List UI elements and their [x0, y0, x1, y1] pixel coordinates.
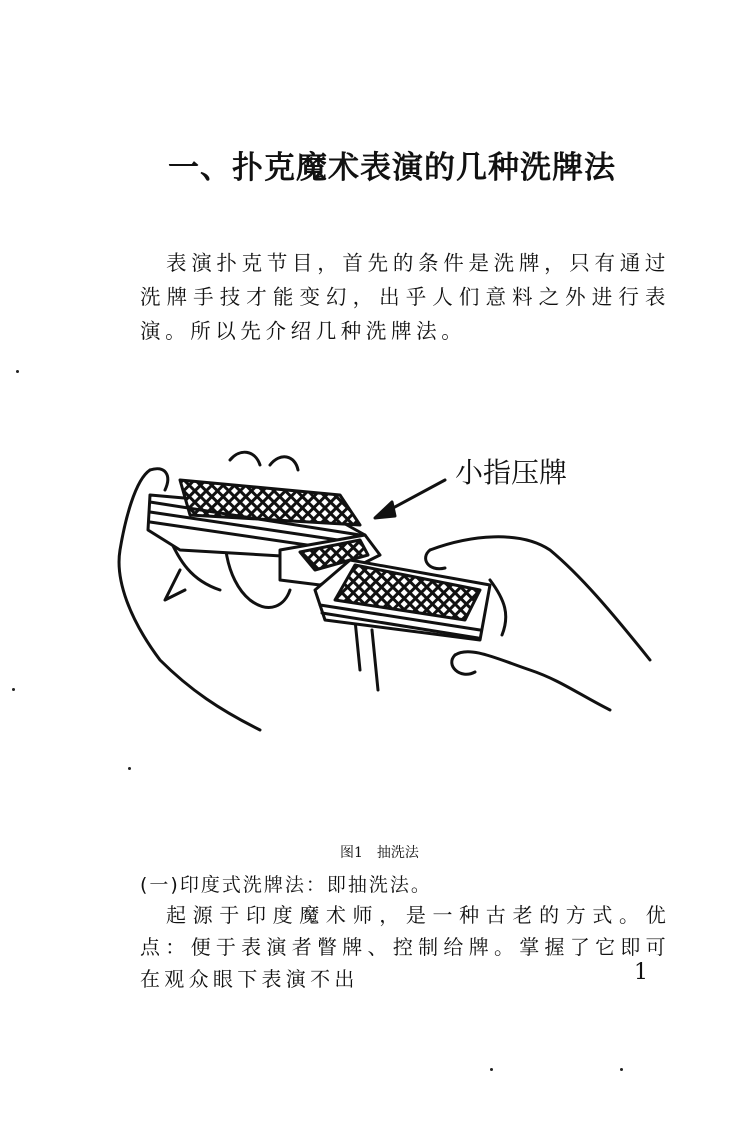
shuffle-illustration — [110, 440, 670, 740]
section-heading: (一)印度式洗牌法：即抽洗法。 — [140, 874, 432, 896]
scan-speck — [620, 1068, 623, 1071]
scan-speck — [12, 688, 15, 691]
chapter-title: 一、扑克魔术表演的几种洗牌法 — [168, 150, 616, 186]
scan-speck — [16, 370, 19, 373]
card-deck-right — [315, 560, 490, 640]
figure-caption — [340, 842, 433, 862]
figure-annotation: 小指压牌 — [455, 456, 568, 489]
arrow-pointer — [375, 480, 445, 518]
figure-number: 图1 — [340, 845, 363, 861]
page-number: 1 — [634, 960, 648, 985]
section-paragraph: 起源于印度魔术师，是一种古老的方式。优点：便于表演者瞥牌、控制给牌。掌握了它即可在观众眼下表演不出 — [140, 903, 670, 991]
figure-caption-text: 抽洗法 — [376, 845, 419, 861]
scan-speck — [128, 767, 131, 770]
scan-speck — [490, 1068, 493, 1071]
intro-paragraph: 表演扑克节目，首先的条件是洗牌，只有通过洗牌手技才能变幻，出乎人们意料之外进行表演。所以先介绍几种洗牌法。 — [140, 251, 670, 343]
